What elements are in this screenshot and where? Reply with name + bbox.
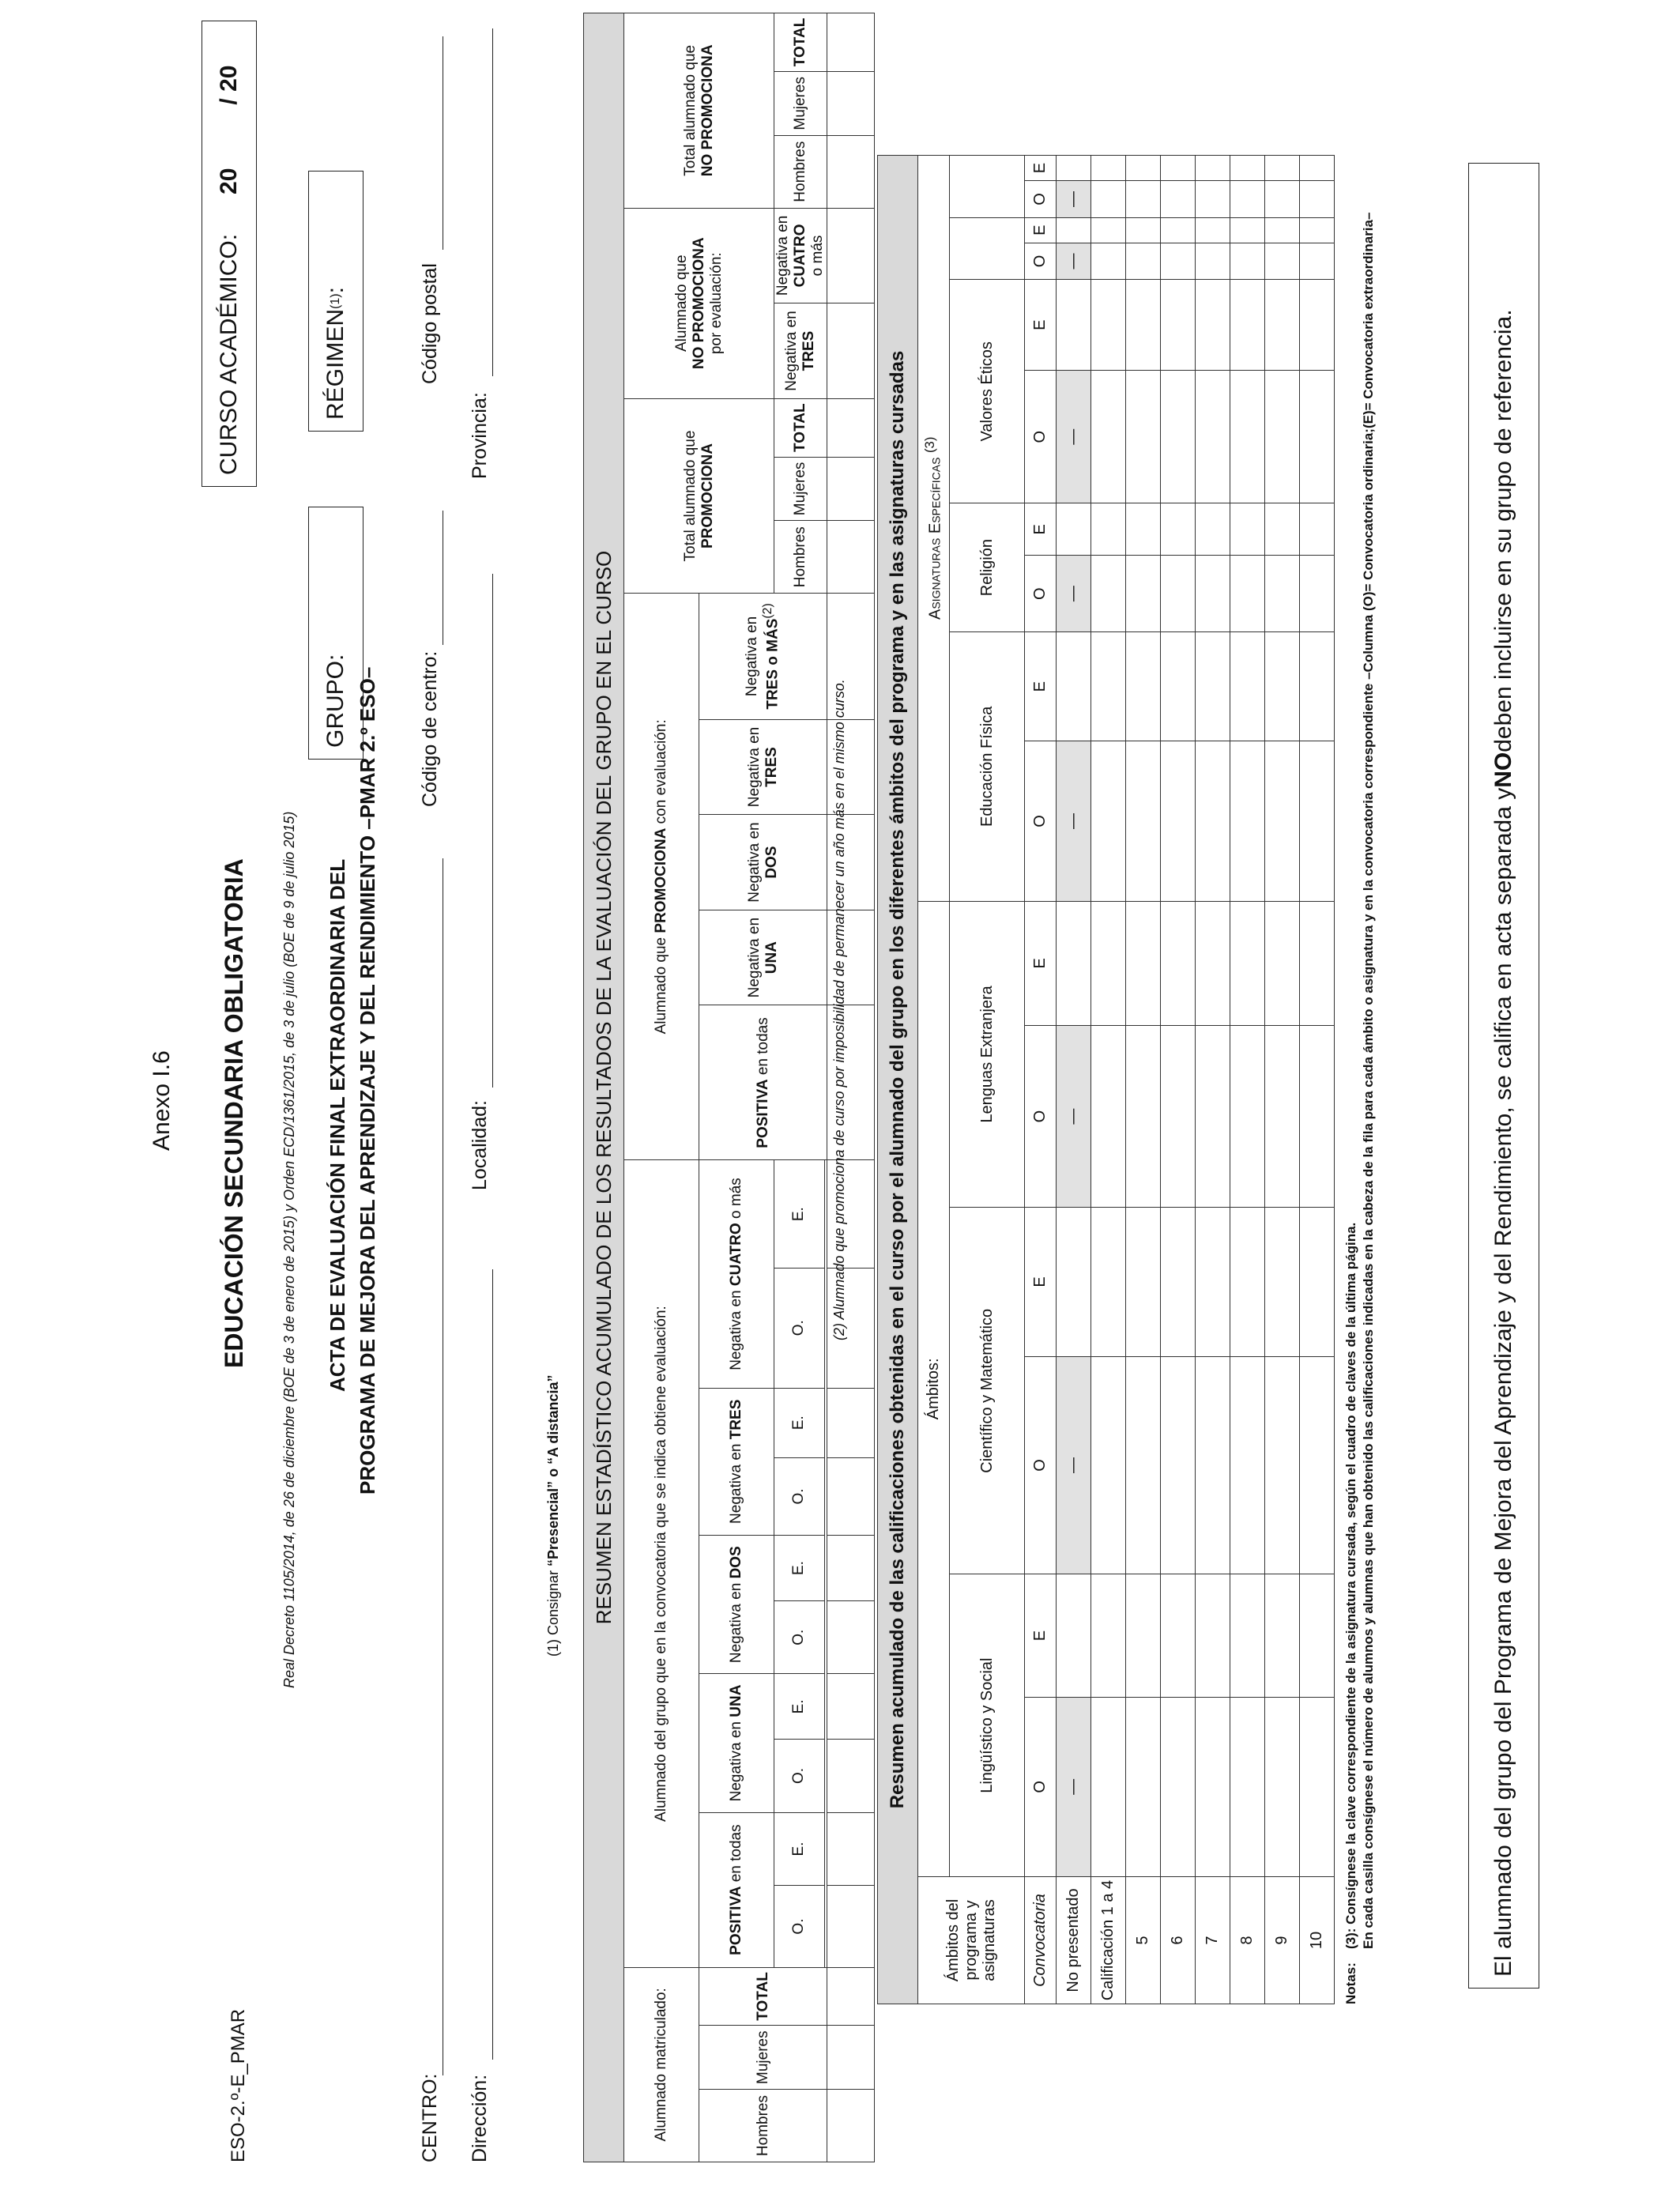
matriculado-header: Alumnado matriculado:: [624, 1967, 699, 2162]
positiva-header: POSITIVA en todas: [699, 1812, 774, 1967]
total-promo: TOTAL: [774, 398, 827, 457]
curso-academico-box[interactable]: [202, 21, 257, 487]
curso-year1: 20: [216, 168, 242, 194]
grupo-label: GRUPO:: [322, 654, 348, 748]
especificas-header: Asignaturas Específicas $^{(3)}$: [918, 156, 950, 902]
subject-6: Valores Éticos: [950, 280, 1025, 503]
table-row: 8: [1230, 156, 1265, 2004]
no-promociona-header: Alumnado que NO PROMOCIONA por evaluación:: [624, 208, 774, 398]
bottom-notice: El alumnado del grupo del Programa de Mejora del Aprendizaje y del Rendimiento, se califica en acta separada y NO deben incluirse en su grupo de referencia.: [1468, 163, 1539, 1989]
grades-corner: Ámbitos del programa y asignaturas: [918, 1877, 1025, 2004]
table-row: 10: [1300, 156, 1335, 2004]
table-row: No presentado — — — — — — — —: [1057, 156, 1091, 2004]
subject-3: Lenguas Extranjera: [950, 901, 1025, 1208]
codigo-postal-label: Código postal: [419, 263, 441, 384]
table-row: 7: [1196, 156, 1230, 2004]
ambitos-header: Ámbitos:: [918, 901, 950, 1876]
promo-tres-header: Negativa en TRES: [699, 719, 827, 815]
provincia-line[interactable]: [492, 28, 493, 376]
total-header: TOTAL: [699, 1967, 827, 2026]
convocatoria-row: Convocatoria O E O E O E O E O E O E O E O E: [1025, 156, 1057, 2004]
no-promo-tres-header: Negativa en TRES: [774, 303, 827, 399]
total-no-promo: TOTAL: [774, 13, 827, 72]
note-2: En cada casilla consígnese el número de alumnos y alumnas que han obtenido las calificaciones indicadas en la cabeza de la fila para cada ámbito o asignatura y en la convocatoria correspondiente –Columna (O)= Convocatoria ordinaria;(E)= Convocatoria extraordinaria–: [1361, 212, 1376, 1949]
promo-tres-o-mas-header: Negativa en TRES o MÁS$^{(2)}$: [699, 594, 827, 719]
table-row: 6: [1161, 156, 1196, 2004]
form-code: ESO-2.º-E_PMAR: [228, 2008, 249, 2162]
neg-tres-header: Negativa en TRES: [699, 1388, 774, 1536]
neg-dos-header: Negativa en DOS: [699, 1536, 774, 1674]
act-title-line1: ACTA DE EVALUACIÓN FINAL EXTRAORDINARIA DEL: [326, 858, 349, 1392]
act-title-line2: PROGRAMA DE MEJORA DEL APRENDIZAJE Y DEL RENDIMIENTO –PMAR 2.º ESO–: [356, 666, 379, 1495]
footnote-2: (2) Alumnado que promociona de curso por imposibilidad de permanecer un año más en el mismo curso.: [831, 679, 847, 1340]
localidad-line[interactable]: [492, 574, 493, 1088]
annex-label: Anexo I.6: [149, 1050, 175, 1151]
subject-2: Científico y Matemático: [950, 1208, 1025, 1574]
note-1: (3): Consígnese la clave correspondiente de la asignatura cursada, según el cuadro de claves de la última página.: [1343, 1222, 1358, 1949]
promo-una-header: Negativa en UNA: [699, 910, 827, 1005]
regimen-label: RÉGIMEN: [322, 308, 348, 420]
total-no-promociona-header: Total alumnado que NO PROMOCIONA: [624, 13, 774, 209]
neg-cuatro-header: Negativa en CUATRO o más: [699, 1160, 774, 1388]
promo-positiva-header: POSITIVA en todas: [699, 1005, 827, 1160]
mujeres-header: Mujeres: [699, 2026, 827, 2090]
promo-dos-header: Negativa en DOS: [699, 815, 827, 910]
grades-title: Resumen acumulado de las calificaciones obtenidas en el curso por el alumnado del grupo en los diferentes ámbitos del programa y en las asignaturas cursadas: [878, 156, 918, 2004]
legal-reference: Real Decreto 1105/2014, de 26 de diciembre (BOE de 3 de enero de 2015) y Orden ECD/1361/2015, de 3 de julio (BOE de 9 de julio 2015): [281, 811, 297, 1688]
hombres-no-promo: Hombres: [774, 135, 827, 208]
curso-year2: / 20: [216, 65, 242, 105]
no-promo-cuatro-header: Negativa en CUATRO o más: [774, 208, 827, 303]
centro-label: CENTRO:: [419, 2073, 441, 2162]
hombres-promo: Hombres: [774, 521, 827, 594]
grupo-box[interactable]: [308, 507, 363, 760]
table-row: 9: [1265, 156, 1300, 2004]
mujeres-promo: Mujeres: [774, 457, 827, 521]
subject-7[interactable]: [950, 217, 1025, 279]
total-promociona-header: Total alumnado que PROMOCIONA: [624, 398, 774, 593]
subject-8[interactable]: [950, 156, 1025, 218]
notes-label: Notas:: [1343, 1962, 1358, 2004]
hombres-header: Hombres: [699, 2090, 827, 2162]
subject-4: Educación Física: [950, 632, 1025, 902]
localidad-label: Localidad:: [469, 1100, 491, 1190]
codigo-centro-label: Código de centro:: [419, 650, 441, 807]
summary-table: RESUMEN ESTADÍSTICO ACUMULADO DE LOS RESULTADOS DE LA EVALUACIÓN DEL GRUPO EN EL CURSO Alumnado matriculado: Alumnado del grupo que en la convocatoria que se indica obtiene evaluación: Alumnado que PROMOCIONA con evaluación: Total alumnado que PROMOCIONA Alumnado que NO PROMOCIONA por evaluación: Total alumnado que NO PROMOCIONA Hombres Mujeres TOTAL POSITIVA en todas Negativa en UNA Negativa en DOS Negativa en TRES Negativa en CUATRO o más POSITIVA en todas Negativa en UNA Negativa en DOS Negativa en TRES Negativa en TRES o MÁS$^{(2)}$ O. E. O. E. O. E. O. E. O. E. Hombres Mujeres TOTAL Negativa en TRES Negativa en CUATRO o más Hombres Mujeres TOTAL: [583, 13, 875, 2162]
mujeres-no-promo: Mujeres: [774, 71, 827, 135]
footnote-1: (1) Consignar “Presencial” o “A distancia”: [545, 1374, 561, 1657]
convocatoria-header: Alumnado del grupo que en la convocatoria que se indica obtiene evaluación:: [624, 1160, 699, 1967]
direccion-label: Dirección:: [469, 2074, 491, 2162]
curso-label: CURSO ACADÉMICO:: [216, 233, 242, 475]
regimen-box[interactable]: RÉGIMEN (1) :: [308, 171, 363, 432]
page-title: EDUCACIÓN SECUNDARIA OBLIGATORIA: [220, 858, 248, 1368]
promociona-header: Alumnado que PROMOCIONA con evaluación:: [624, 594, 699, 1160]
table-row: Calificación 1 a 4: [1091, 156, 1126, 2004]
provincia-label: Provincia:: [469, 392, 491, 479]
table-row: 5: [1126, 156, 1161, 2004]
grades-table: [877, 155, 1335, 2004]
subject-5: Religión: [950, 503, 1025, 632]
summary-title: RESUMEN ESTADÍSTICO ACUMULADO DE LOS RESULTADOS DE LA EVALUACIÓN DEL GRUPO EN EL CURSO: [584, 13, 624, 2162]
subject-1: Lingüístico y Social: [950, 1574, 1025, 1877]
direccion-line[interactable]: [492, 1269, 493, 2060]
neg-una-header: Negativa en UNA: [699, 1674, 774, 1812]
